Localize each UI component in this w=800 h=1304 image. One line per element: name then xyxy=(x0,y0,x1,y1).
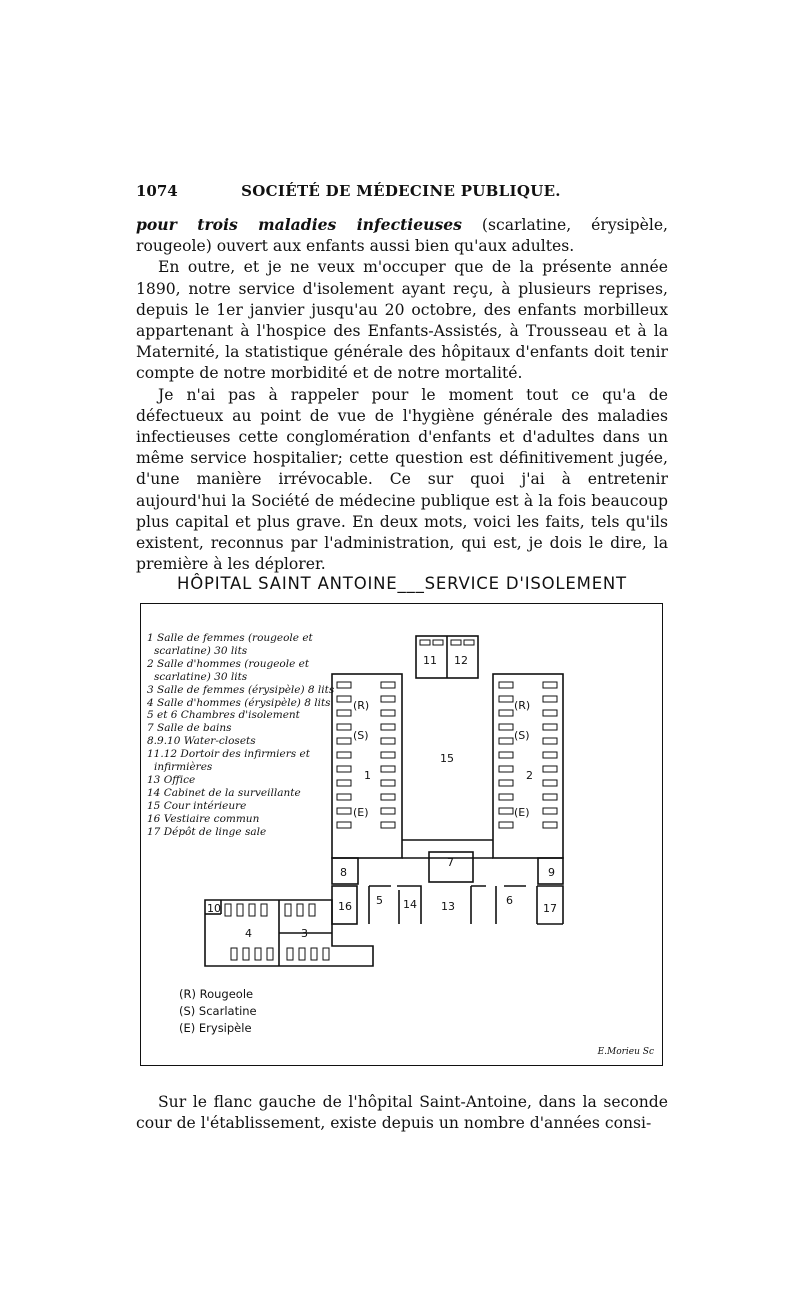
ward-label-r-left: (R) xyxy=(353,699,370,712)
key-item-erysipele: (E) Erysipèle xyxy=(179,1021,252,1035)
legend-item: scarlatine) 30 lits xyxy=(154,644,248,657)
legend-item: 5 et 6 Chambres d'isolement xyxy=(147,709,300,722)
paragraph-1-text: (scarlatine, érysipèle, rougeole) ouvert aux enfants aussi bien qu'aux adultes. xyxy=(136,216,669,256)
legend-item: 15 Cour intérieure xyxy=(147,799,247,812)
room-label-8: 8 xyxy=(340,866,347,879)
room-label-16: 16 xyxy=(338,900,352,913)
ward-label-s-left: (S) xyxy=(353,729,369,742)
legend-item: 14 Cabinet de la surveillante xyxy=(147,786,301,799)
plan-title: HÔPITAL SAINT ANTOINE___SERVICE D'ISOLEMENT xyxy=(177,574,627,593)
room-label-14: 14 xyxy=(403,898,417,911)
room-label-17: 17 xyxy=(543,902,557,915)
floor-plan-figure xyxy=(140,603,663,1066)
running-title: SOCIÉTÉ DE MÉDECINE PUBLIQUE. xyxy=(241,182,561,200)
legend-item: 17 Dépôt de linge sale xyxy=(147,825,267,838)
ward-label-e-right: (E) xyxy=(514,806,530,819)
paragraph-1 xyxy=(136,214,668,257)
legend-item: 2 Salle d'hommes (rougeole et xyxy=(147,657,310,670)
legend-item: scarlatine) 30 lits xyxy=(154,670,248,683)
room-label-10: 10 xyxy=(207,902,221,915)
ward-label-e-left: (E) xyxy=(353,806,369,819)
legend-item: 16 Vestiaire commun xyxy=(147,812,260,825)
room-label-12: 12 xyxy=(454,654,468,667)
room-label-3: 3 xyxy=(301,927,308,940)
closing-paragraph: Sur le flanc gauche de l'hôpital Saint-Antoine, dans la seconde cour de l'établissement, existe depuis un nombre d'années consi- xyxy=(136,1093,668,1133)
room-label-11: 11 xyxy=(423,654,437,667)
room-label-1: 1 xyxy=(364,769,371,782)
page-number: 1074 xyxy=(136,182,178,200)
room-label-7: 7 xyxy=(447,856,454,869)
room-label-15: 15 xyxy=(440,752,454,765)
disease-key xyxy=(179,986,257,1037)
ward-label-s-right: (S) xyxy=(514,729,530,742)
engraver-signature: E.Morieu Sc xyxy=(597,1047,654,1057)
legend-item: infirmières xyxy=(154,761,213,774)
legend-item: 8.9.10 Water-closets xyxy=(147,735,256,748)
running-header xyxy=(136,182,666,206)
paragraph-3: Je n'ai pas à rappeler pour le moment tout ce qu'a de défectueux au point de vue de l'hygiène générale des maladies infectieuses cette conglomération d'enfants et d'adultes dans un même service hospitalier; cette question est définitivement jugée, d'une manière irrévocable. Ce sur quoi j'ai à entretenir aujourd'hui la Société de médecine publique est à la fois beaucoup plus capital et plus grave. En deux mots, voici les faits, tels qu'ils existent, reconnus par l'administration, qui est, je dois le dire, la première à les déplorer. xyxy=(136,385,668,574)
legend-item: 4 Salle d'hommes (érysipèle) 8 lits xyxy=(147,696,331,709)
room-label-4: 4 xyxy=(245,927,252,940)
room-label-5: 5 xyxy=(376,894,383,907)
legend-item: 3 Salle de femmes (érysipèle) 8 lits xyxy=(147,683,335,696)
legend-item: 13 Office xyxy=(147,773,196,786)
room-label-13: 13 xyxy=(441,900,455,913)
paragraph-2: En outre, et je ne veux m'occuper que de la présente année 1890, notre service d'isolement ayant reçu, à plusieurs reprises, depuis le 1er janvier jusqu'au 20 octobre, des enfants morbilleux appartenant à l'hospice des Enfants-Assistés, à Trousseau et à la Maternité, la statistique générale des hôpitaux d'enfants doit tenir compte de notre morbidité et de notre mortalité. xyxy=(136,258,668,383)
legend-item: 7 Salle de bains xyxy=(147,722,232,735)
plan-legend xyxy=(147,632,334,839)
room-label-6: 6 xyxy=(506,894,513,907)
body-text-bottom xyxy=(136,1092,668,1134)
legend-item: 1 Salle de femmes (rougeole et xyxy=(147,632,313,644)
body-text-top xyxy=(136,214,668,575)
key-item-rougeole: (R) Rougeole xyxy=(179,987,254,1001)
paragraph-1-lead: pour trois maladies infectieuses xyxy=(136,215,462,234)
key-item-scarlatine: (S) Scarlatine xyxy=(179,1004,257,1018)
room-label-9: 9 xyxy=(548,866,555,879)
room-label-2: 2 xyxy=(526,769,533,782)
ward-label-r-right: (R) xyxy=(514,699,531,712)
legend-item: 11.12 Dortoir des infirmiers et xyxy=(147,748,310,761)
